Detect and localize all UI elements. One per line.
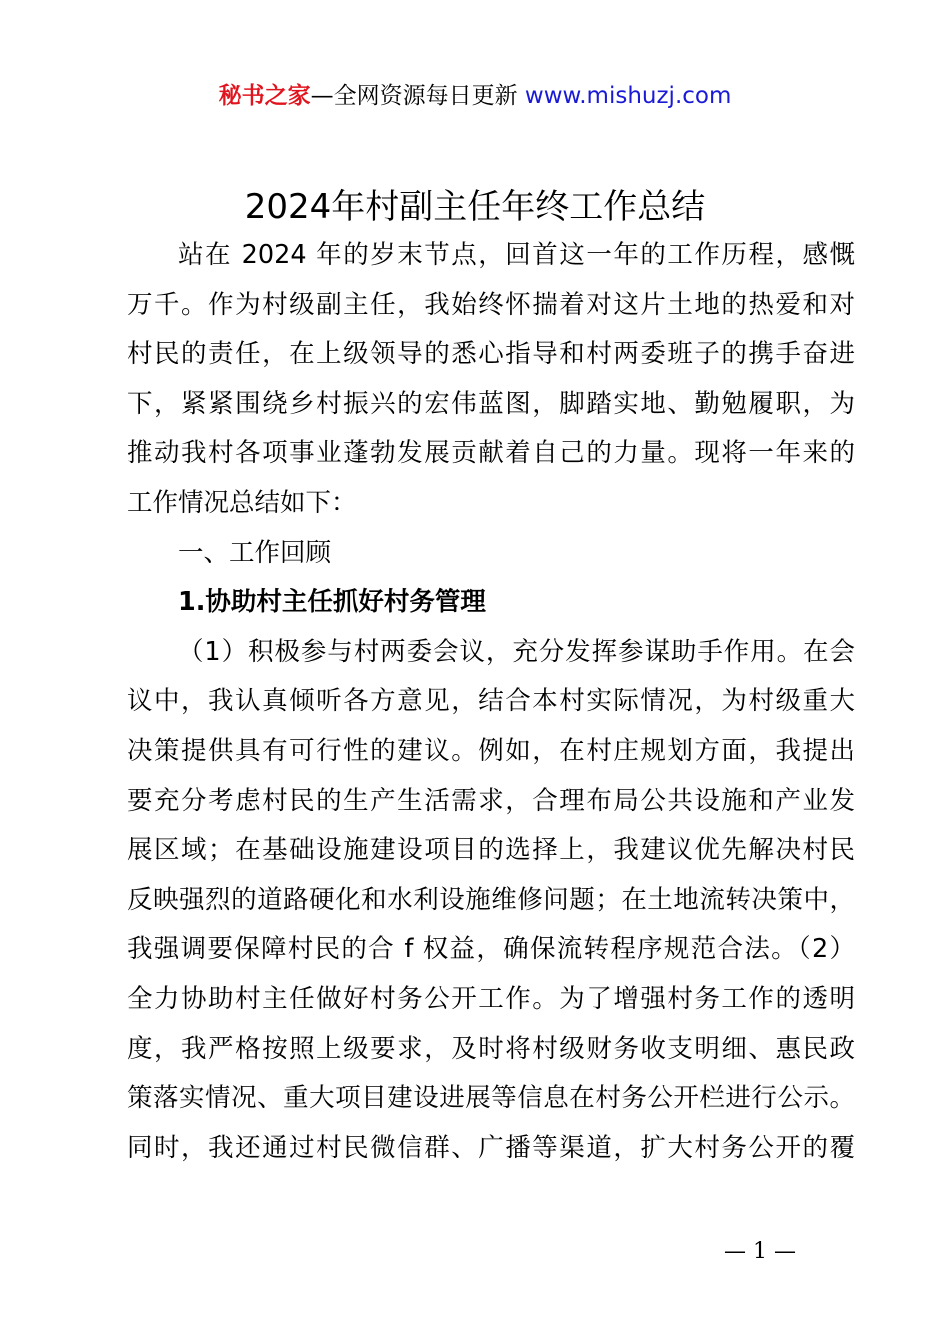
body-line: 议中，我认真倾听各方意见，结合本村实际情况，为村级重大 <box>127 686 855 717</box>
body-line: 决策提供具有可行性的建议。例如，在村庄规划方面，我提出 <box>127 735 855 766</box>
body-line: 同时，我还通过村民微信群、广播等渠道，扩大村务公开的覆 <box>127 1132 855 1163</box>
site-brand: 秘书之家 <box>218 83 311 109</box>
site-header <box>0 80 950 112</box>
body-line: 度，我严格按照上级要求，及时将村级财务收支明细、惠民政 <box>127 1033 855 1064</box>
body-line: 万千。作为村级副主任，我始终怀揣着对这片土地的热爱和对 <box>127 289 855 320</box>
document-body <box>127 231 855 1173</box>
body-line: 站在 2024 年的岁末节点，回首这一年的工作历程，感慨 <box>178 240 855 270</box>
body-line: 全力协助村主任做好村务公开工作。为了增强村务工作的透明 <box>127 983 855 1014</box>
subsection-heading: 1.协助村主任抓好村务管理 <box>178 587 486 618</box>
body-line: 展区域；在基础设施建设项目的选择上，我建议优先解决村民 <box>127 835 855 866</box>
body-line: 村民的责任，在上级领导的悉心指导和村两委班子的携手奋进 <box>127 339 855 370</box>
body-line: 推动我村各项事业蓬勃发展贡献着自己的力量。现将一年来的 <box>127 438 855 469</box>
site-tagline: —全网资源每日更新 <box>310 83 525 109</box>
body-line: 策落实情况、重大项目建设进展等信息在村务公开栏进行公示。 <box>127 1083 855 1114</box>
body-line: 反映强烈的道路硬化和水利设施维修问题；在土地流转决策中， <box>127 884 855 915</box>
body-line: （1）积极参与村两委会议，充分发挥参谋助手作用。在会 <box>178 636 855 667</box>
site-url-link[interactable]: www.mishuzj.com <box>524 83 732 109</box>
section-heading: 一、工作回顾 <box>178 537 332 568</box>
body-line: 要充分考虑村民的生产生活需求，合理布局公共设施和产业发 <box>127 785 855 816</box>
body-line: 我强调要保障村民的合 f 权益，确保流转程序规范合法。（2） <box>127 934 855 965</box>
body-line: 下，紧紧围绕乡村振兴的宏伟蓝图，脚踏实地、勤勉履职，为 <box>127 388 855 419</box>
body-line: 工作情况总结如下： <box>127 487 357 518</box>
page-number: — 1 — <box>724 1239 796 1264</box>
document-title: 2024年村副主任年终工作总结 <box>244 187 706 227</box>
